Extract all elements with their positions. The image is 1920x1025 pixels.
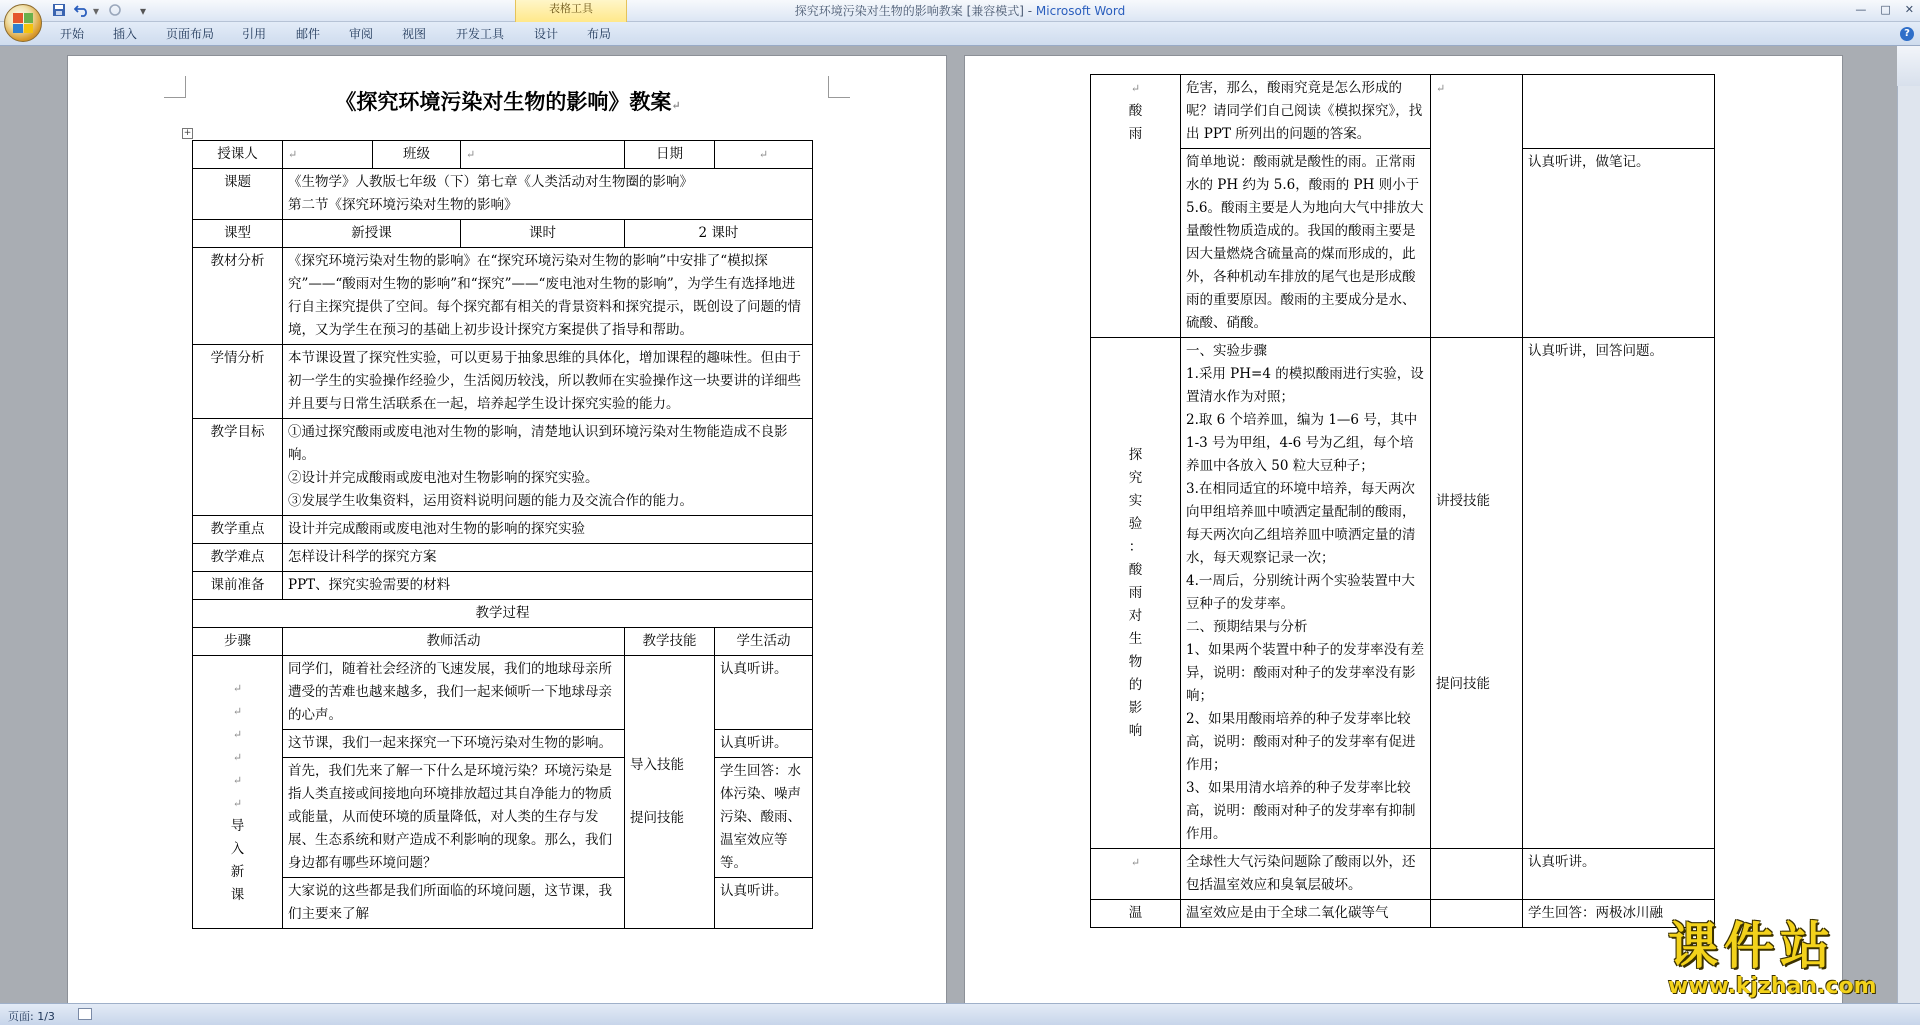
teaching-goals-list[interactable] — [283, 419, 813, 516]
explore-label-char: 究 — [1128, 469, 1143, 486]
help-icon[interactable]: ? — [1900, 27, 1914, 41]
step-greenhouse-cell[interactable]: 温 — [1091, 900, 1181, 928]
hours-label: 课时 — [461, 220, 625, 248]
student-activity-acid-2[interactable]: 认真听讲，做笔记。 — [1523, 149, 1715, 338]
class-label: 班级 — [373, 141, 461, 169]
watermark-logo-text: 课件站 — [1668, 917, 1836, 975]
document-workspace[interactable] — [0, 46, 1920, 1003]
teacher-label: 授课人 — [193, 141, 283, 169]
skill-global-cell[interactable] — [1431, 849, 1523, 900]
explore-label-char: 雨 — [1128, 584, 1143, 601]
lesson-plan-table-continued — [1090, 74, 1715, 928]
table-row — [193, 730, 813, 758]
table-row — [193, 572, 813, 600]
preparation-text[interactable]: PPT、探究实验需要的材料 — [283, 572, 813, 600]
skill-explore-cell[interactable]: 讲授技能 提问技能 — [1431, 338, 1523, 849]
teaching-goals-label: 教学目标 — [193, 419, 283, 516]
column-header-skill: 教学技能 — [625, 628, 715, 656]
document-title-heading: 《探究环境污染对生物的影响》教案↵ — [335, 89, 681, 114]
step-intro-cell[interactable]: ↵ ↵ ↵ ↵ ↵ ↵ 导 入 新 课 — [193, 656, 283, 929]
column-header-step: 步骤 — [193, 628, 283, 656]
table-row — [1091, 849, 1715, 900]
teacher-activity-4[interactable]: 大家说的这些都是我们所面临的环境问题，这节课，我们主要来了解 — [283, 878, 625, 929]
student-analysis-label: 学情分析 — [193, 345, 283, 419]
tab-page-layout[interactable]: 页面布局 — [166, 27, 215, 41]
student-activity-acid-1[interactable] — [1523, 75, 1715, 149]
watermark-url: www.kjzhan.com — [1668, 974, 1877, 999]
teacher-activity-acid-2[interactable]: 简单地说：酸雨就是酸性的雨。正常雨水的 PH 约为 5.6，酸雨的 PH 则小于 5.6。酸雨主要是人为地向大气中排放大量酸性物质造成的。我国的酸雨主要是因大量燃烧含硫量高的煤而形成的，此外，各种机动车排放的尾气也是形成酸雨的重要原因。酸雨的主要成分是水、硫酸、硝酸。 — [1181, 149, 1431, 338]
skill-acid-cell[interactable]: ↵ — [1431, 75, 1523, 338]
table-row — [193, 141, 813, 169]
explore-label-char: 探 — [1128, 446, 1143, 463]
key-point-label: 教学重点 — [193, 516, 283, 544]
topic-label: 课题 — [193, 169, 283, 220]
maximize-button[interactable]: □ — [1880, 3, 1891, 16]
close-button[interactable]: ✕ — [1904, 3, 1914, 16]
app-name: Microsoft Word — [1035, 4, 1126, 18]
table-row — [1091, 75, 1715, 149]
table-row — [193, 220, 813, 248]
student-activity-global[interactable]: 认真听讲。 — [1523, 849, 1715, 900]
table-row — [193, 544, 813, 572]
student-activity-3[interactable]: 学生回答：水体污染、噪声污染、酸雨、温室效应等等。 — [715, 758, 813, 878]
tab-design[interactable]: 设计 — [534, 27, 559, 41]
crop-mark — [828, 76, 850, 98]
explore-label-char: 影 — [1128, 699, 1143, 716]
student-activity-2[interactable]: 认真听讲。 — [715, 730, 813, 758]
table-row — [1091, 900, 1715, 928]
office-logo-icon — [13, 13, 33, 33]
explore-label-char: 对 — [1128, 607, 1143, 624]
tab-layout[interactable]: 布局 — [587, 27, 612, 41]
student-activity-4[interactable]: 认真听讲。 — [715, 878, 813, 929]
teacher-activity-acid-1[interactable]: 危害，那么，酸雨究竟是怎么形成的呢？请同学们自己阅读《模拟探究》，找出 PPT 所列出的问题的答案。 — [1181, 75, 1431, 149]
student-analysis-text[interactable]: 本节课设置了探究性实验，可以更易于抽象思维的具体化，增加课程的趣味性。但由于初一学生的实验操作经验少，生活阅历较浅，所以教师在实验操作这一块要讲的详细些并且要与日常生活联系在一起，培养起学生设计探究实验的能力。 — [283, 345, 813, 419]
preparation-label: 课前准备 — [193, 572, 283, 600]
skill-greenhouse-cell[interactable] — [1431, 900, 1523, 928]
student-activity-1[interactable]: 认真听讲。 — [715, 656, 813, 730]
explore-label-char: 的 — [1128, 676, 1143, 693]
tab-mailings[interactable]: 邮件 — [296, 27, 321, 41]
table-row — [193, 758, 813, 878]
window-title — [0, 3, 1920, 19]
difficult-point-text[interactable]: 怎样设计科学的探究方案 — [283, 544, 813, 572]
material-analysis-text[interactable]: 《探究环境污染对生物的影响》在“探究环境污染对生物的影响”中安排了“模拟探究”——“酸雨对生物的影响”和“探究”——“废电池对生物的影响”，为学生有选择地进行自主探究提供了空间。每个探究都有相关的背景资料和探究提示，既创设了问题的情境，又为学生在预习的基础上初步设计探究方案提供了指导和帮助。 — [283, 248, 813, 345]
topic-value[interactable]: 《生物学》人教版七年级（下）第七章《人类活动对生物圈的影响》 第二节《探究环境污染对生物的影响》 — [283, 169, 813, 220]
difficult-point-label: 教学难点 — [193, 544, 283, 572]
customize-quick-access[interactable]: ▾ — [140, 4, 147, 18]
teacher-activity-2[interactable]: 这节课，我们一起来探究一下环境污染对生物的影响。 — [283, 730, 625, 758]
column-header-teacher: 教师活动 — [283, 628, 625, 656]
teacher-activity-explore[interactable]: 一、实验步骤 1.采用 PH=4 的模拟酸雨进行实验，设置清水作为对照； 2.取 6 个培养皿，编为 1—6 号，其中 1-3 号为甲组，4-6 号为乙组，每个培养皿中各放入 50 粒大豆种子； 3.在相同适宜的环境中培养，每天两次向甲组培养皿中喷洒定量配制的酸雨，每天两次向乙组培养皿中喷洒定量的清水，每天观察记录一次； 4.一周后，分别统计两个实验装置中大豆种子的发芽率。 二、预期结果与分析 1、如果两个装置中种子的发芽率没有差异，说明：酸雨对种子的发芽率没有影响； 2、如果用酸雨培养的种子发芽率比较高，说明：酸雨对种子的发芽率有促进作用； 3、如果用清水培养的种子发芽率比较高，说明：酸雨对种子的发芽率有抑制作用。 — [1181, 338, 1431, 849]
ruler-toggle-icon[interactable] — [1897, 46, 1920, 86]
teacher-activity-greenhouse[interactable]: 温室效应是由于全球二氧化碳等气 — [1181, 900, 1431, 928]
table-row — [193, 419, 813, 516]
teaching-skill-cell[interactable]: 导入技能 提问技能 — [625, 656, 715, 929]
lesson-plan-table — [192, 140, 813, 929]
column-header-student: 学生活动 — [715, 628, 813, 656]
tab-developer[interactable]: 开发工具 — [456, 27, 505, 41]
goal-item: ③发展学生收集资料，运用资料说明问题的能力及交流合作的能力。 — [288, 493, 693, 509]
teacher-activity-global[interactable]: 全球性大气污染问题除了酸雨以外，还包括温室效应和臭氧层破坏。 — [1181, 849, 1431, 900]
undo-dropdown[interactable]: ▾ — [93, 4, 100, 18]
class-value[interactable]: ↵ — [461, 141, 625, 169]
student-activity-greenhouse[interactable]: 学生回答：两极冰川融 — [1523, 900, 1715, 928]
page-indicator[interactable]: 页面: 1/3 — [8, 1010, 55, 1023]
explore-label-char: 酸 — [1128, 561, 1143, 578]
table-row — [193, 169, 813, 220]
document-page-1[interactable] — [68, 56, 946, 1003]
explore-label-char: 物 — [1128, 653, 1143, 670]
table-tools-context: 表格工具 — [515, 0, 627, 22]
vertical-scrollbar[interactable] — [1897, 46, 1920, 1003]
date-label: 日期 — [625, 141, 715, 169]
step-explore-cell[interactable] — [1091, 338, 1181, 849]
hours-value[interactable]: 2 课时 — [625, 220, 813, 248]
document-page-2[interactable] — [965, 56, 1842, 1003]
table-row — [1091, 338, 1715, 849]
process-header: 教学过程 — [193, 600, 813, 628]
table-row — [193, 628, 813, 656]
teacher-value[interactable]: ↵ — [283, 141, 373, 169]
site-watermark — [1668, 918, 1898, 1004]
table-row — [193, 656, 813, 730]
table-row — [193, 248, 813, 345]
explore-label-char: 实 — [1128, 492, 1143, 509]
table-row — [193, 878, 813, 929]
tab-review[interactable]: 审阅 — [349, 27, 374, 41]
explore-label-char: 生 — [1128, 630, 1143, 647]
teacher-activity-1[interactable]: 同学们，随着社会经济的飞速发展，我们的地球母亲所遭受的苦难也越来越多，我们一起来倾听一下地球母亲的心声。 — [283, 656, 625, 730]
proofing-icon[interactable] — [78, 1008, 92, 1020]
lesson-type-value[interactable]: 新授课 — [283, 220, 461, 248]
table-row — [193, 600, 813, 628]
table-row — [1091, 149, 1715, 338]
student-activity-explore[interactable]: 认真听讲，回答问题。 — [1523, 338, 1715, 849]
goal-item: ①通过探究酸雨或废电池对生物的影响，清楚地认识到环境污染对生物能造成不良影响。 — [288, 424, 788, 463]
key-point-text[interactable]: 设计并完成酸雨或废电池对生物的影响的探究实验 — [283, 516, 813, 544]
explore-label-char: ： — [1128, 538, 1143, 555]
status-bar — [0, 1003, 1920, 1025]
explore-label-char: 验 — [1128, 515, 1143, 532]
date-value[interactable]: ↵ — [715, 141, 813, 169]
office-button[interactable] — [4, 4, 42, 42]
table-move-handle-icon[interactable]: + — [183, 128, 192, 138]
tab-insert[interactable]: 插入 — [113, 27, 138, 41]
lesson-type-label: 课型 — [193, 220, 283, 248]
crop-mark — [164, 76, 186, 98]
tab-references[interactable]: 引用 — [242, 27, 267, 41]
teacher-activity-3[interactable]: 首先，我们先来了解一下什么是环境污染？环境污染是指人类直接或间接地向环境排放超过其自净能力的物质或能量，从而使环境的质量降低，对人类的生存与发展、生态系统和财产造成不利影响的现象。那么，我们身边都有哪些环境问题？ — [283, 758, 625, 878]
step-global-cell[interactable]: ↵ — [1091, 849, 1181, 900]
tab-view[interactable]: 视图 — [402, 27, 427, 41]
table-row — [193, 516, 813, 544]
window-controls — [1855, 3, 1914, 16]
step-acid-rain-cell[interactable]: ↵ 酸 雨 — [1091, 75, 1181, 338]
minimize-button[interactable]: — — [1855, 3, 1867, 16]
goal-item: ②设计并完成酸雨或废电池对生物影响的探究实验。 — [288, 470, 599, 486]
table-row — [193, 345, 813, 419]
tab-home[interactable]: 开始 — [60, 27, 85, 41]
explore-label-char: 响 — [1128, 722, 1143, 739]
ribbon-tabs — [0, 22, 1920, 46]
document-title: 探究环境污染对生物的影响教案 [兼容模式] - — [794, 4, 1036, 18]
title-bar — [0, 0, 1920, 22]
material-analysis-label: 教材分析 — [193, 248, 283, 345]
